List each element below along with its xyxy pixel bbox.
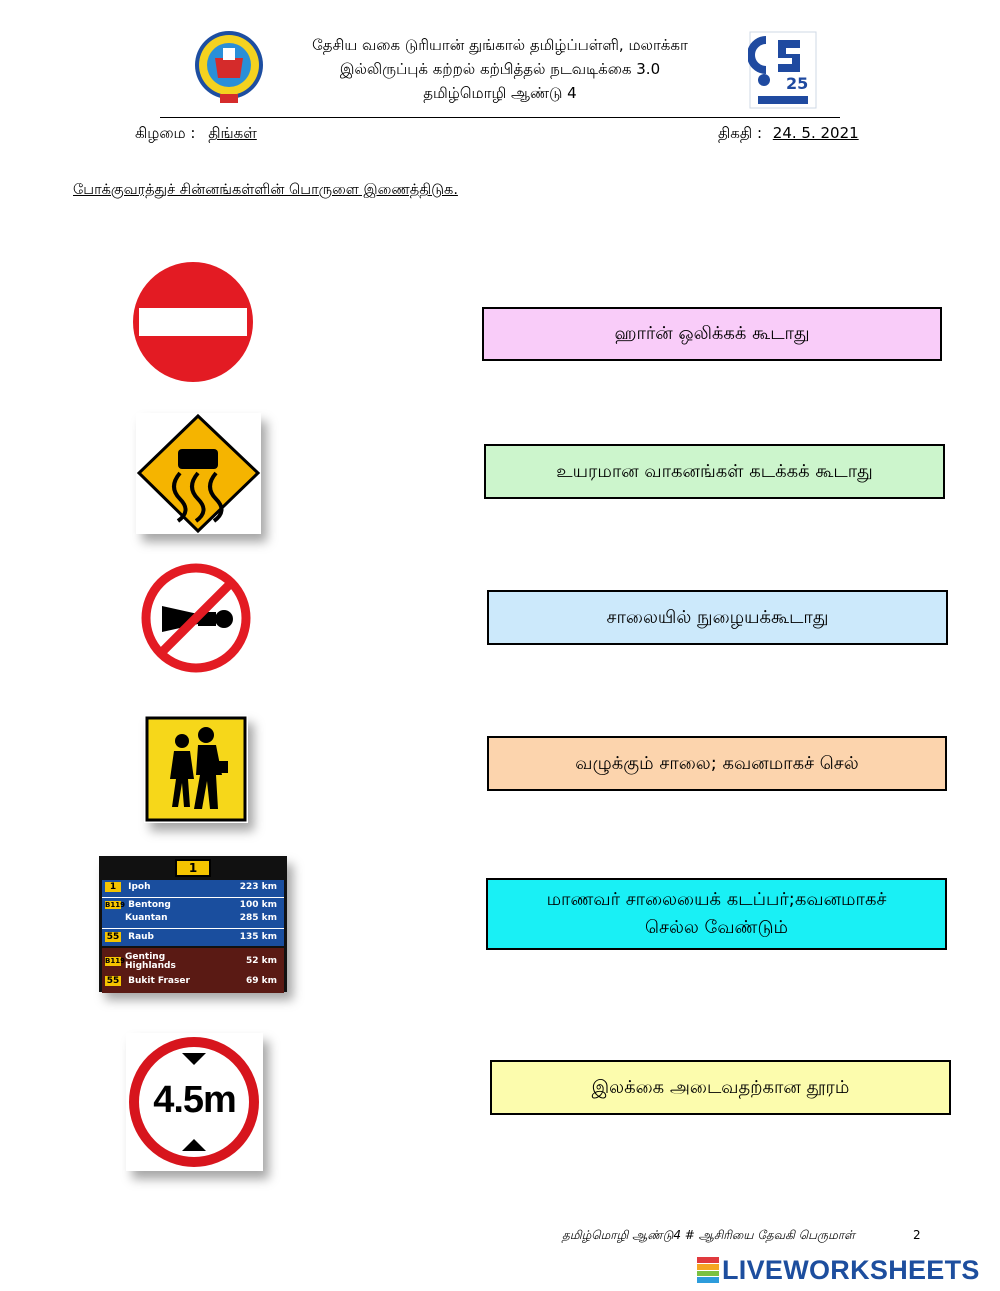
page-number: 2 bbox=[913, 1228, 921, 1242]
destination-row bbox=[105, 932, 281, 944]
destination-distance: 52 km bbox=[245, 956, 277, 966]
header-divider bbox=[160, 117, 840, 118]
destination-distance: 223 km bbox=[239, 882, 277, 892]
date-row bbox=[718, 124, 859, 144]
school-crossing-sign bbox=[144, 715, 248, 823]
height-limit-sign bbox=[126, 1033, 263, 1171]
answer-text: ஹார்ன் ஒலிக்கக் கூடாது bbox=[614, 323, 810, 345]
answer-text: உயரமான வாகனங்கள் கடக்கக் கூடாது bbox=[556, 460, 873, 482]
destination-row bbox=[105, 882, 281, 896]
anniversary-number: 25 bbox=[786, 74, 809, 93]
slippery-road-icon bbox=[136, 413, 261, 534]
destination-name: Ipoh bbox=[128, 882, 151, 892]
brand-logo-icon bbox=[697, 1257, 719, 1283]
no-horn-sign bbox=[140, 562, 252, 674]
destination-distance: 135 km bbox=[239, 932, 277, 942]
school-name: தேசிய வகை டுரியான் துங்கால் தமிழ்ப்பள்ளி, மலாக்கா bbox=[312, 36, 688, 54]
route-badge: B119 bbox=[105, 901, 125, 909]
direction-sign bbox=[99, 856, 287, 992]
route-badge: B119 bbox=[105, 957, 125, 965]
answer-text: சாலையில் நுழையக்கூடாது bbox=[606, 606, 829, 628]
answer-box[interactable] bbox=[487, 736, 947, 791]
answer-text: வழுக்கும் சாலை; கவனமாகச் செல் bbox=[575, 752, 859, 774]
answer-box[interactable] bbox=[482, 307, 942, 361]
destination-row bbox=[105, 953, 281, 973]
route-shield bbox=[175, 859, 211, 877]
no-entry-sign bbox=[130, 262, 256, 386]
subject-year: தமிழ்மொழி ஆண்டு 4 bbox=[423, 84, 577, 102]
destination-distance: 69 km bbox=[245, 976, 277, 986]
anniversary-logo-icon bbox=[748, 30, 818, 110]
destination-name: Kuantan bbox=[125, 913, 168, 923]
day-label: கிழமை : bbox=[135, 124, 196, 142]
answer-box[interactable] bbox=[487, 590, 948, 645]
answer-box[interactable] bbox=[486, 878, 947, 950]
children-crossing-icon bbox=[144, 715, 248, 823]
destination-name: Bentong bbox=[128, 900, 171, 910]
date-label: திகதி : bbox=[718, 124, 762, 142]
route-badge: 55 bbox=[106, 976, 120, 986]
answer-text: மாணவர் சாலையைக் கடப்பர்;கவனமாகச் செல்ல வேண்டும் bbox=[546, 889, 887, 938]
right-logo bbox=[748, 30, 818, 110]
day-row bbox=[135, 124, 257, 144]
destination-distance: 100 km bbox=[239, 900, 277, 910]
destination-row bbox=[105, 900, 281, 912]
destination-distance: 285 km bbox=[239, 913, 277, 923]
footer-text: தமிழ்மொழி ஆண்டு4 # ஆசிரியை தேவகி பெருமாள் bbox=[562, 1228, 855, 1242]
answer-text: இலக்கை அடைவதற்கான தூரம் bbox=[591, 1076, 850, 1098]
instruction: போக்குவரத்துச் சின்னங்கள்ளின் பொருளை இணைத்திடுக. bbox=[73, 182, 458, 198]
destination-name: Genting Highlands bbox=[125, 952, 176, 971]
activity-title: இல்லிருப்புக் கற்றல் கற்பித்தல் நடவடிக்கை 3.0 bbox=[339, 60, 661, 78]
route-badge: 55 bbox=[106, 932, 120, 942]
liveworksheets-brand[interactable] bbox=[697, 1255, 980, 1285]
destination-name: Raub bbox=[128, 932, 154, 942]
day-value: திங்கள் bbox=[208, 124, 257, 142]
destination-row bbox=[105, 913, 281, 925]
answer-box[interactable] bbox=[484, 444, 945, 499]
no-entry-icon bbox=[130, 262, 256, 386]
slippery-road-sign bbox=[136, 413, 261, 534]
no-horn-icon bbox=[140, 562, 252, 674]
destination-name: Bukit Fraser bbox=[128, 976, 190, 986]
brand-name: LIVEWORKSHEETS bbox=[722, 1254, 980, 1285]
route-badge: 1 bbox=[105, 882, 121, 892]
destination-row bbox=[105, 976, 281, 988]
height-limit-text: 4.5m bbox=[153, 1079, 236, 1121]
date-value: 24. 5. 2021 bbox=[772, 124, 859, 142]
route-number: 1 bbox=[188, 861, 198, 875]
answer-box[interactable] bbox=[490, 1060, 951, 1115]
